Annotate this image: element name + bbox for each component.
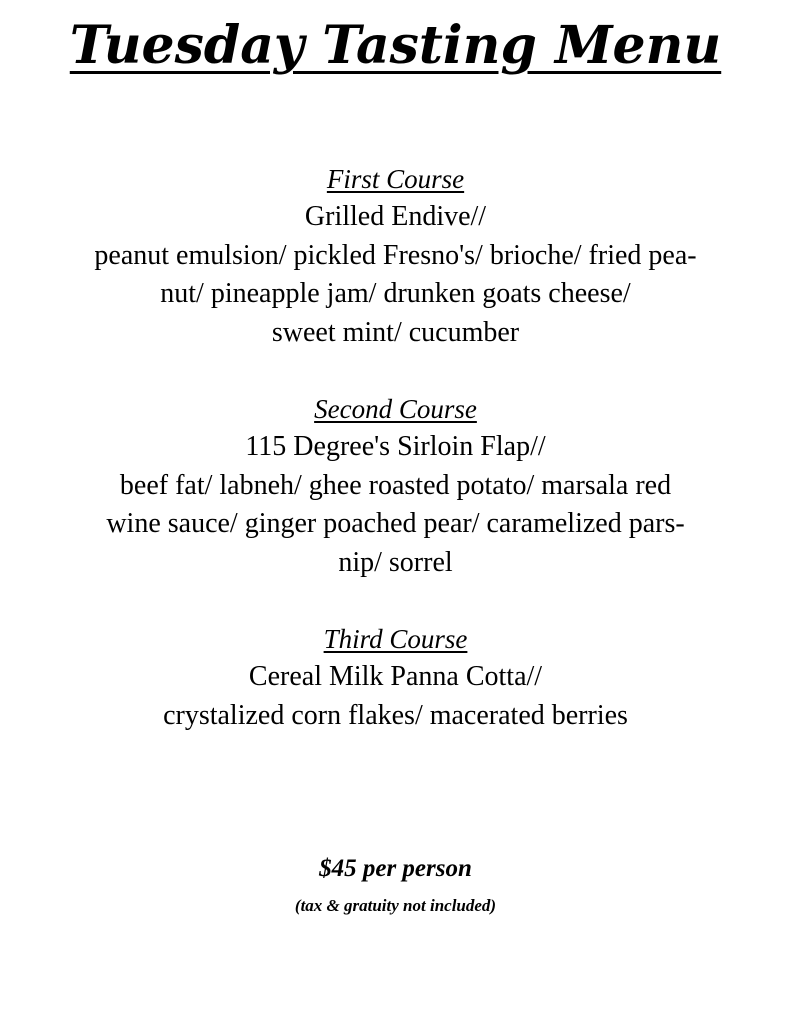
course-section-third: [0, 620, 791, 735]
course-section-first: [0, 160, 791, 352]
dish-name: 115 Degree's Sirloin Flap//: [245, 431, 546, 462]
dish-description-line: nip/ sorrel: [338, 546, 453, 578]
dish-description-line: sweet mint/ cucumber: [271, 316, 520, 348]
course-heading: First Course: [326, 164, 465, 194]
dish-description-line: peanut emulsion/ pickled Fresno's/ brioche/ fried pea-: [94, 239, 697, 271]
page-title: Tuesday Tasting Menu: [69, 15, 722, 76]
dish-description-line: nut/ pineapple jam/ drunken goats cheese/: [160, 278, 631, 309]
course-heading: Third Course: [323, 624, 468, 654]
course-section-second: [0, 390, 791, 582]
dish-name: Grilled Endive//: [304, 201, 487, 232]
course-heading: Second Course: [314, 394, 477, 424]
dish-description-line: wine sauce/ ginger poached pear/ caramelized pars-: [106, 508, 685, 539]
dish-name: Cereal Milk Panna Cotta//: [248, 661, 543, 692]
price-note: (tax & gratuity not included): [294, 896, 497, 915]
price-label: $45 per person: [319, 855, 472, 882]
dish-description-line: beef fat/ labneh/ ghee roasted potato/ marsala red: [119, 469, 672, 501]
dish-description-line: crystalized corn flakes/ macerated berries: [163, 699, 628, 731]
